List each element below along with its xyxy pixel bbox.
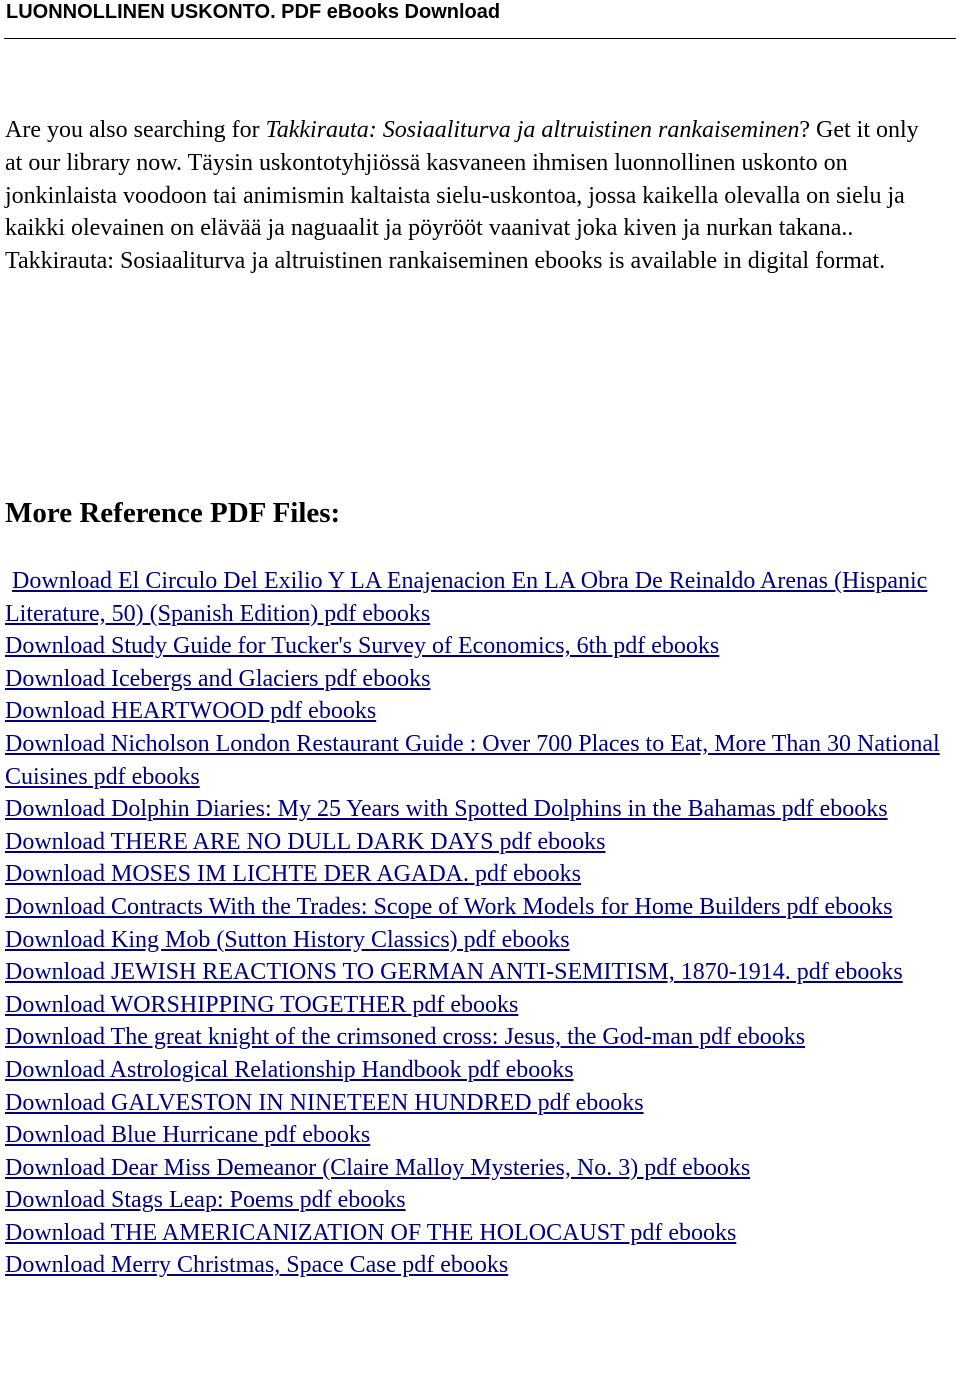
list-item [5, 1087, 940, 1120]
page-title: LUONNOLLINEN USKONTO. PDF eBooks Download [6, 1, 501, 23]
download-link[interactable]: Download Merry Christmas, Space Case pdf ebooks [5, 1252, 509, 1279]
download-link[interactable]: Download THE AMERICANIZATION OF THE HOLOCAUST pdf ebooks [5, 1219, 737, 1246]
intro-book-title: Takkirauta: Sosiaaliturva ja altruistinen rankaiseminen [265, 117, 800, 143]
list-item [5, 695, 940, 728]
download-link[interactable]: Download King Mob (Sutton History Classics) pdf ebooks [5, 926, 570, 953]
download-link[interactable]: Download JEWISH REACTIONS TO GERMAN ANTI-SEMITISM, 1870-1914. pdf ebooks [5, 959, 903, 986]
list-item [5, 1054, 940, 1087]
list-item [5, 924, 940, 957]
list-item [5, 1184, 940, 1217]
download-link[interactable]: Download The great knight of the crimsoned cross: Jesus, the God-man pdf ebooks [5, 1024, 806, 1051]
list-item [5, 1249, 940, 1282]
list-item [5, 793, 940, 826]
list-item [5, 891, 940, 924]
intro-lead: Are you also searching for [5, 117, 266, 143]
download-link[interactable]: Download Dear Miss Demeanor (Claire Malloy Mysteries, No. 3) pdf ebooks [5, 1154, 751, 1181]
download-link[interactable]: Download THERE ARE NO DULL DARK DAYS pdf ebooks [5, 828, 606, 855]
download-link[interactable]: Download Contracts With the Trades: Scope of Work Models for Home Builders pdf ebooks [5, 893, 893, 920]
list-item [5, 858, 940, 891]
list-item [5, 1119, 940, 1152]
download-link[interactable]: Download Stags Leap: Poems pdf ebooks [5, 1187, 406, 1214]
download-link[interactable]: Download Icebergs and Glaciers pdf ebooks [5, 665, 431, 692]
download-link[interactable]: Download GALVESTON IN NINETEEN HUNDRED pdf ebooks [5, 1089, 644, 1116]
references-heading: More Reference PDF Files: [5, 497, 341, 529]
list-item [5, 565, 940, 630]
list-item [5, 630, 940, 663]
download-link[interactable]: Download Nicholson London Restaurant Guide : Over 700 Places to Eat, More Than 30 National Cuisines pdf ebooks [5, 730, 940, 790]
list-item [5, 826, 940, 859]
intro-body: ? Get it only at our library now. Täysin uskontotyhjiössä kasvaneen ihmisen luonnollinen uskonto on jonkinlaista voodoon tai animismin kaltaista sielu-uskontoa, jossa kaikella olevalla on sielu ja kaikki olevainen on elävää ja naguaalit ja pöyrööt vaanivat joka kiven ja nurkan takana.. Takkirauta: Sosiaaliturva ja altruistinen rankaiseminen ebooks is available in digital format. [5, 117, 919, 275]
intro-paragraph [5, 114, 940, 278]
list-item [5, 956, 940, 989]
download-link[interactable]: Download Astrological Relationship Handbook pdf ebooks [5, 1056, 574, 1083]
list-item [5, 1217, 940, 1250]
download-link[interactable]: Download MOSES IM LICHTE DER AGADA. pdf ebooks [5, 861, 581, 888]
download-link[interactable]: Download Study Guide for Tucker's Survey of Economics, 6th pdf ebooks [5, 633, 720, 660]
header-divider [4, 38, 956, 39]
download-link[interactable]: Download Dolphin Diaries: My 25 Years with Spotted Dolphins in the Bahamas pdf ebooks [5, 796, 888, 823]
download-link[interactable]: Download HEARTWOOD pdf ebooks [5, 698, 377, 725]
list-item [5, 728, 940, 793]
download-link[interactable]: Download WORSHIPPING TOGETHER pdf ebooks [5, 991, 519, 1018]
download-link[interactable]: Download Blue Hurricane pdf ebooks [5, 1122, 371, 1149]
list-item [5, 1152, 940, 1185]
list-item [5, 663, 940, 696]
list-item [5, 1021, 940, 1054]
download-link[interactable]: Download El Circulo Del Exilio Y LA Enajenacion En LA Obra De Reinaldo Arenas (Hispanic Literature, 50) (Spanish Edition) pdf ebooks [5, 568, 928, 627]
list-item [5, 989, 940, 1022]
reference-links-list [5, 565, 940, 1282]
